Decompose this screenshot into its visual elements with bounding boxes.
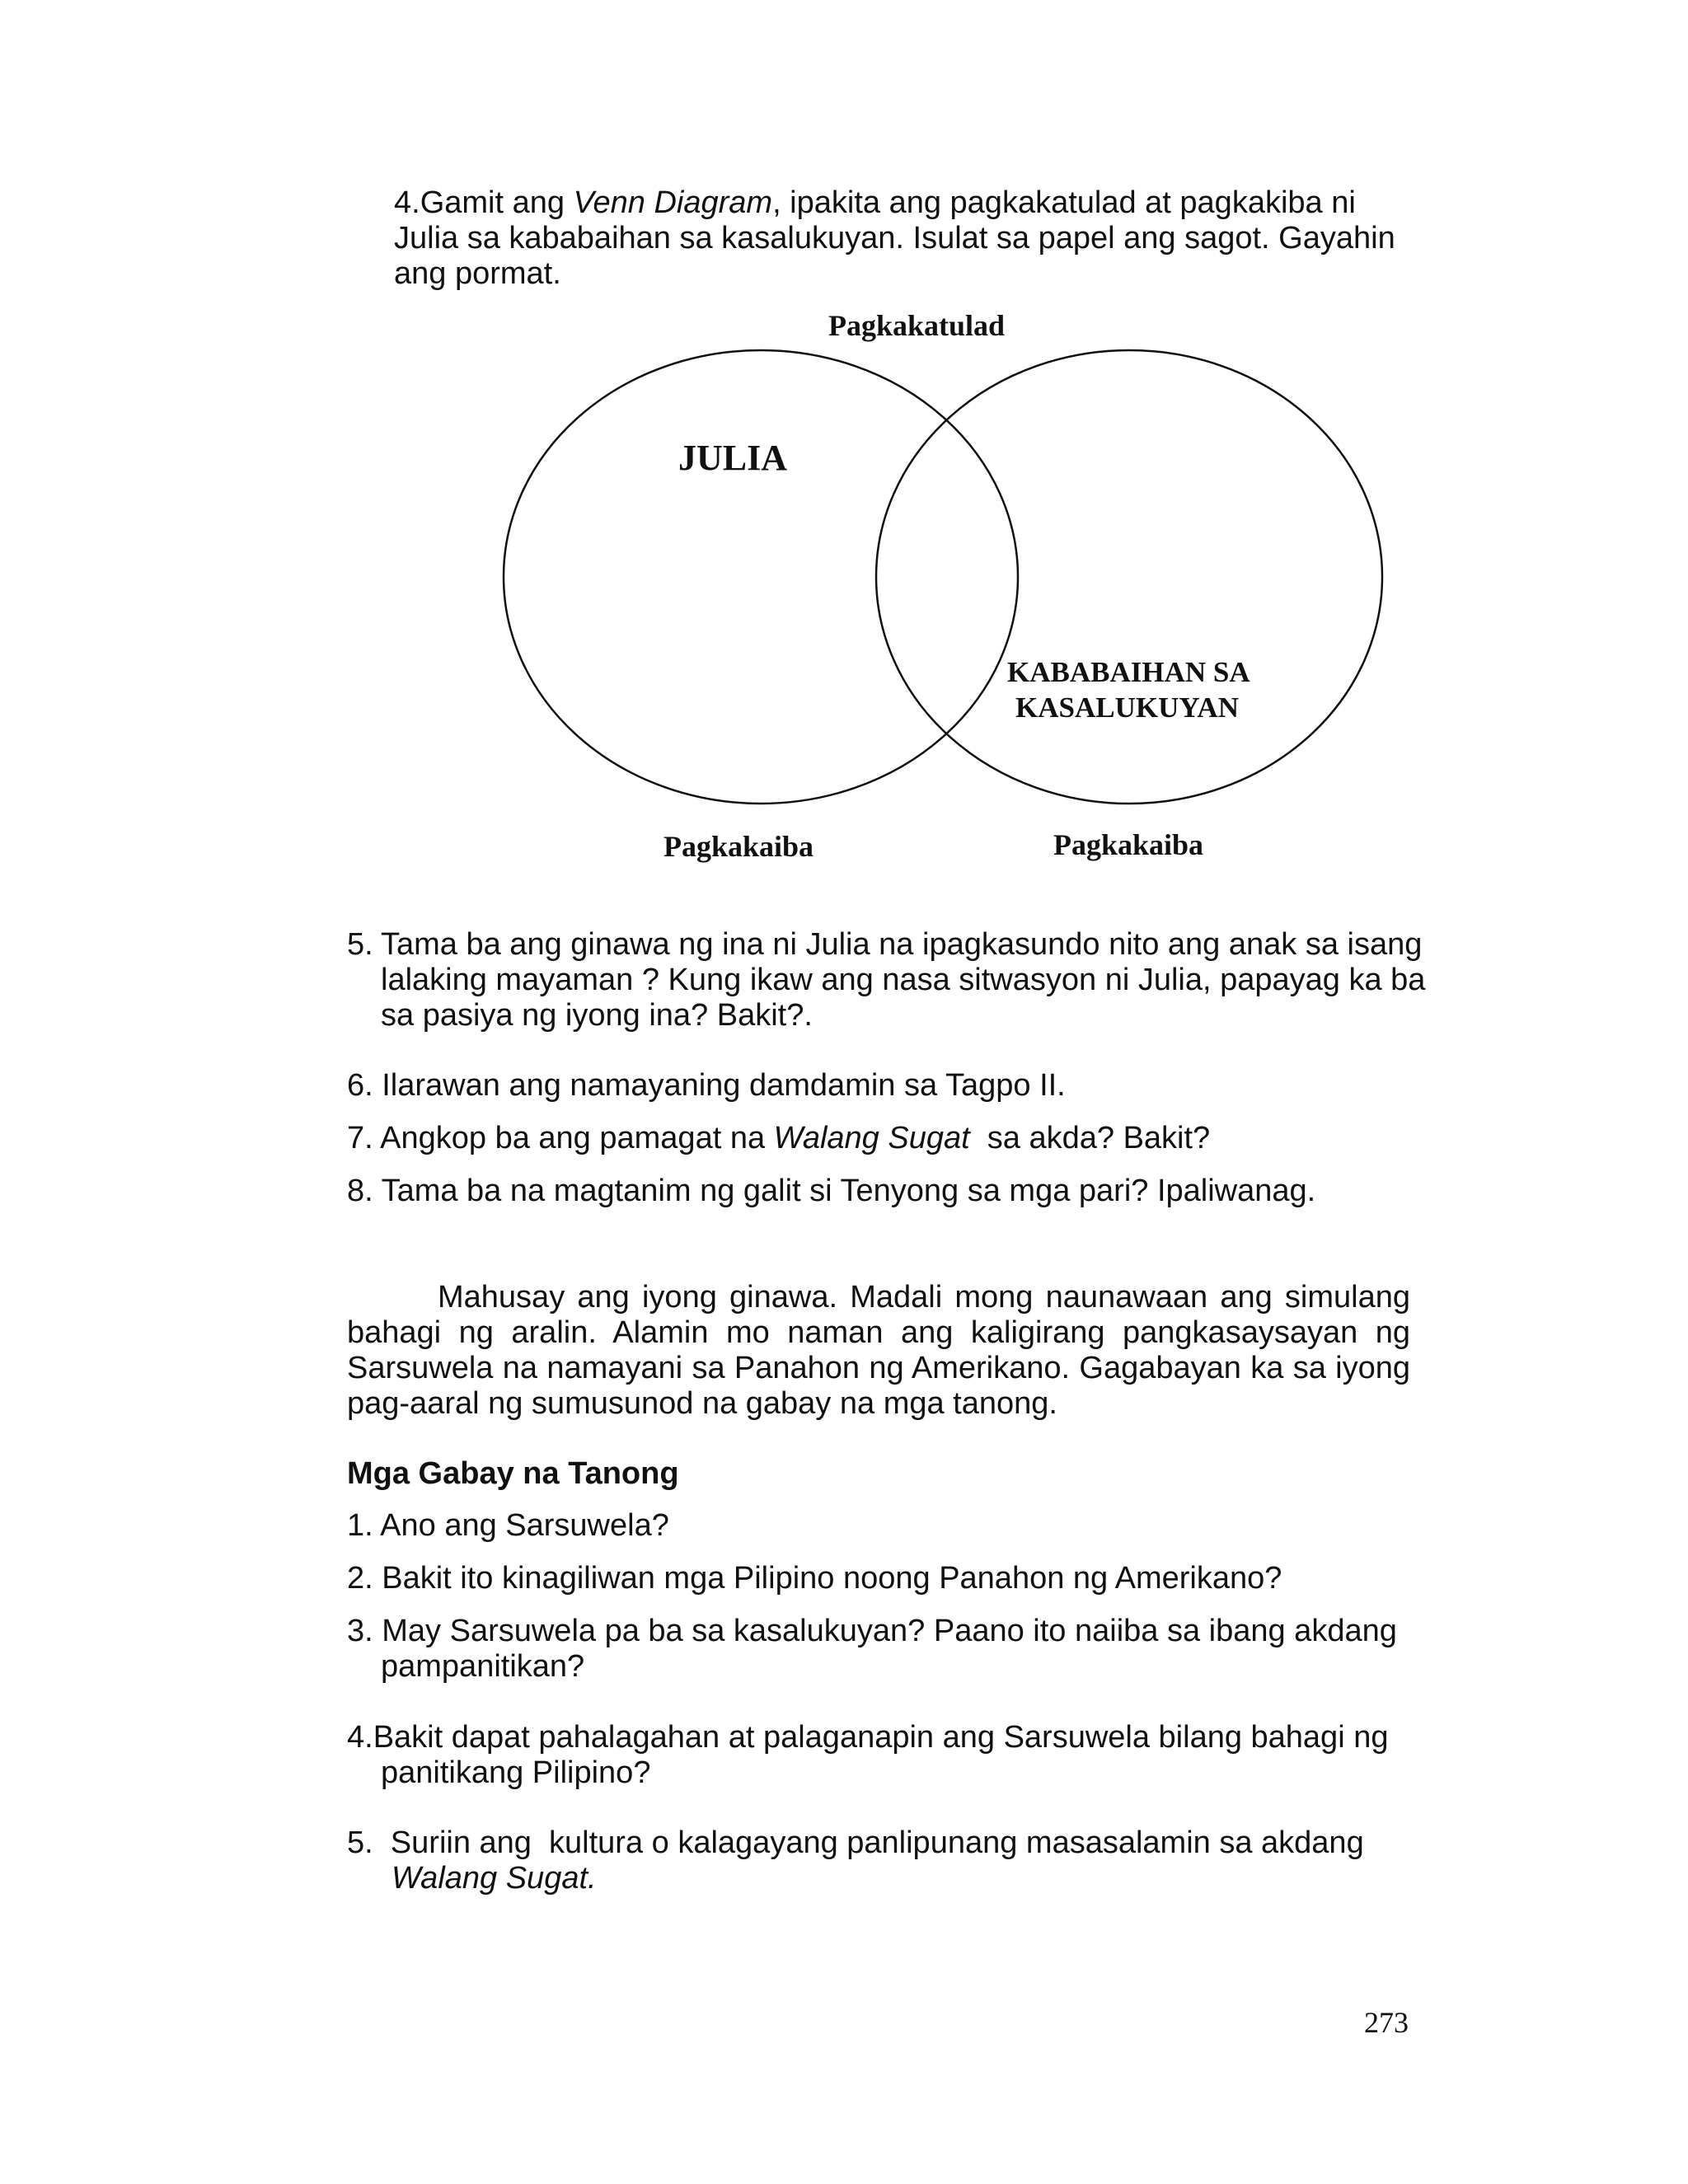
question-4-text: , ipakita ang pagkakatulad at pagkakiba ni Julia sa kababaihan sa kasalukuyan. Isulat sa papel ang sagot. Gayahin ang pormat. [394, 185, 1395, 291]
question-7-suffix: sa akda? Bakit? [969, 1121, 1211, 1155]
venn-top-label: Pagkakatulad [828, 309, 1006, 342]
guide-question-5-line1: 5. Suriin ang kultura o kalagayang panlipunang masasalamin sa akdang [347, 1825, 1364, 1860]
guide-question-2: 2. Bakit ito kinagiliwan mga Pilipino noong Panahon ng Amerikano? [347, 1561, 1282, 1596]
question-7-italic: Walang Sugat [773, 1121, 970, 1155]
venn-right-name-line1: KABABAIHAN SA [1007, 656, 1250, 688]
question-7 [347, 1121, 1210, 1156]
venn-right-name-line2: KASALUKUYAN [1015, 691, 1239, 724]
question-5-line1: Tama ba ang ginawa ng ina ni Julia na ipagkasundo nito ang anak sa isang [381, 927, 1423, 962]
guide-question-5-line2 [392, 1861, 597, 1896]
question-5-line3: sa pasiya ng iyong ina? Bakit?. [381, 998, 813, 1033]
guide-question-3-line1: 3. May Sarsuwela pa ba sa kasalukuyan? Paano ito naiiba sa ibang akdang [347, 1614, 1397, 1648]
page-number: 273 [1364, 2006, 1409, 2039]
guide-question-3-line2: pampanitikan? [381, 1649, 585, 1684]
question-6: 6. Ilarawan ang namayaning damdamin sa Tagpo II. [347, 1068, 1066, 1103]
guide-question-4-line1: 4.Bakit dapat pahalagahan at palaganapin ang Sarsuwela bilang bahagi ng [347, 1720, 1389, 1755]
venn-bottom-right-label: Pagkakaiba [1053, 828, 1204, 861]
venn-left-circle [504, 350, 1018, 804]
guide-heading: Mga Gabay na Tanong [347, 1456, 679, 1491]
guide-question-4-line2: panitikang Pilipino? [381, 1755, 651, 1790]
question-4-italic: Venn Diagram [573, 185, 773, 220]
intro-paragraph [347, 1280, 1410, 1422]
venn-diagram [0, 0, 1688, 907]
question-7-prefix: 7. Angkop ba ang pamagat na [347, 1121, 774, 1155]
guide-question-5-italic: Walang Sugat. [392, 1861, 597, 1896]
venn-right-circle [876, 350, 1382, 804]
guide-question-1: 1. Ano ang Sarsuwela? [347, 1508, 669, 1543]
question-5-line2: lalaking mayaman ? Kung ikaw ang nasa sitwasyon ni Julia, papayag ka ba [381, 963, 1426, 997]
question-4-prefix: 4.Gamit ang [394, 185, 574, 220]
question-5-number: 5. [347, 927, 373, 962]
intro-paragraph-text: Mahusay ang iyong ginawa. Madali mong naunawaan ang simulang bahagi ng aralin. Alamin mo naman ang kaligirang pangkasaysayan ng Sarsuwela na namayani sa Panahon ng Amerikano. Gagabayan ka sa iyong pag-aaral ng sumusunod na gabay na mga tanong. [347, 1280, 1410, 1421]
question-8: 8. Tama ba na magtanim ng galit si Tenyong sa mga pari? Ipaliwanag. [347, 1174, 1316, 1208]
venn-bottom-left-label: Pagkakaiba [663, 830, 814, 863]
venn-left-name: JULIA [678, 438, 788, 478]
